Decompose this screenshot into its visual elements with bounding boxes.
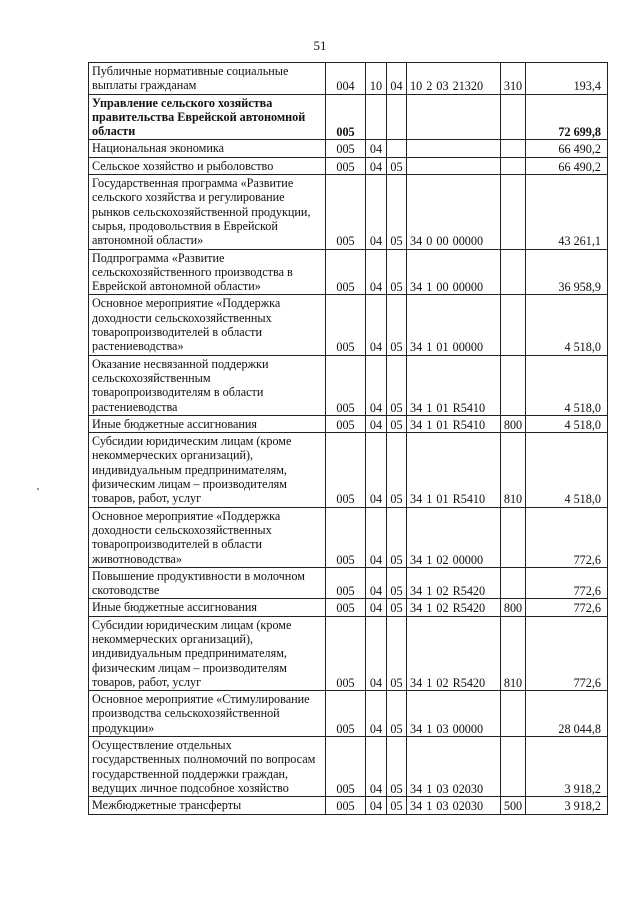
target-article-cell: 34 1 02 R5420 <box>407 599 501 616</box>
amount-cell: 43 261,1 <box>526 175 608 249</box>
amount-cell: 193,4 <box>526 63 608 95</box>
amount-cell: 3 918,2 <box>526 737 608 797</box>
expense-type-cell <box>501 355 526 415</box>
target-article-cell: 34 0 00 00000 <box>407 175 501 249</box>
table-row <box>89 295 608 355</box>
section-code-cell: 04 <box>366 797 387 814</box>
section-code-cell: 04 <box>366 295 387 355</box>
subsection-code-cell: 05 <box>387 616 407 690</box>
section-code-cell: 04 <box>366 175 387 249</box>
table-row <box>89 157 608 174</box>
amount-cell: 772,6 <box>526 599 608 616</box>
expense-type-cell <box>501 691 526 737</box>
target-article-cell: 34 1 00 00000 <box>407 249 501 295</box>
subsection-code-cell: 05 <box>387 355 407 415</box>
expense-type-cell: 810 <box>501 433 526 507</box>
row-name-cell: Субсидии юридическим лицам (кроме некоммерческих организаций), индивидуальным предпринимателям, физическим лицам – производителям товаров, работ, услуг <box>89 616 326 690</box>
row-name-cell: Иные бюджетные ассигнования <box>89 415 326 432</box>
section-code-cell: 04 <box>366 249 387 295</box>
expense-type-cell: 310 <box>501 63 526 95</box>
section-code-cell: 04 <box>366 157 387 174</box>
table-row <box>89 140 608 157</box>
subsection-code-cell: 05 <box>387 415 407 432</box>
row-name-cell: Иные бюджетные ассигнования <box>89 599 326 616</box>
section-code-cell: 04 <box>366 415 387 432</box>
subsection-code-cell: 05 <box>387 797 407 814</box>
ministry-code-cell: 005 <box>326 249 366 295</box>
section-code-cell: 04 <box>366 140 387 157</box>
expense-type-cell <box>501 157 526 174</box>
ministry-code-cell: 005 <box>326 175 366 249</box>
scan-speck <box>37 488 39 490</box>
ministry-code-cell: 005 <box>326 94 366 140</box>
subsection-code-cell: 04 <box>387 63 407 95</box>
row-name-cell: Осуществление отдельных государственных полномочий по вопросам государственной поддержки граждан, ведущих личное подсобное хозяйство <box>89 737 326 797</box>
subsection-code-cell: 05 <box>387 433 407 507</box>
target-article-cell <box>407 94 501 140</box>
table-row <box>89 249 608 295</box>
section-code-cell: 04 <box>366 433 387 507</box>
table-row <box>89 797 608 814</box>
table-row <box>89 737 608 797</box>
target-article-cell: 34 1 01 R5410 <box>407 355 501 415</box>
ministry-code-cell: 005 <box>326 737 366 797</box>
amount-cell: 4 518,0 <box>526 433 608 507</box>
ministry-code-cell: 005 <box>326 415 366 432</box>
expense-type-cell: 810 <box>501 616 526 690</box>
row-name-cell: Национальная экономика <box>89 140 326 157</box>
target-article-cell: 34 1 03 02030 <box>407 737 501 797</box>
table-row <box>89 433 608 507</box>
table-row <box>89 507 608 567</box>
amount-cell: 772,6 <box>526 616 608 690</box>
row-name-cell: Основное мероприятие «Стимулирование производства сельскохозяйственной продукции» <box>89 691 326 737</box>
ministry-code-cell: 005 <box>326 433 366 507</box>
subsection-code-cell: 05 <box>387 599 407 616</box>
table-row <box>89 567 608 599</box>
ministry-code-cell: 005 <box>326 355 366 415</box>
amount-cell: 772,6 <box>526 567 608 599</box>
table-row <box>89 599 608 616</box>
expense-type-cell: 800 <box>501 415 526 432</box>
amount-cell: 66 490,2 <box>526 157 608 174</box>
subsection-code-cell <box>387 140 407 157</box>
section-code-cell: 10 <box>366 63 387 95</box>
ministry-code-cell: 004 <box>326 63 366 95</box>
expense-type-cell <box>501 140 526 157</box>
target-article-cell: 34 1 01 00000 <box>407 295 501 355</box>
subsection-code-cell: 05 <box>387 157 407 174</box>
ministry-code-cell: 005 <box>326 157 366 174</box>
expense-type-cell <box>501 94 526 140</box>
amount-cell: 4 518,0 <box>526 355 608 415</box>
subsection-code-cell: 05 <box>387 737 407 797</box>
expense-type-cell <box>501 567 526 599</box>
amount-cell: 72 699,8 <box>526 94 608 140</box>
section-code-cell: 04 <box>366 737 387 797</box>
expense-type-cell <box>501 737 526 797</box>
table-row <box>89 616 608 690</box>
target-article-cell: 34 1 03 02030 <box>407 797 501 814</box>
amount-cell: 36 958,9 <box>526 249 608 295</box>
row-name-cell: Межбюджетные трансферты <box>89 797 326 814</box>
section-code-cell: 04 <box>366 355 387 415</box>
target-article-cell: 10 2 03 21320 <box>407 63 501 95</box>
ministry-code-cell: 005 <box>326 616 366 690</box>
amount-cell: 772,6 <box>526 507 608 567</box>
subsection-code-cell: 05 <box>387 295 407 355</box>
row-name-cell: Публичные нормативные социальные выплаты гражданам <box>89 63 326 95</box>
section-code-cell: 04 <box>366 691 387 737</box>
row-name-cell: Сельское хозяйство и рыболовство <box>89 157 326 174</box>
row-name-cell: Подпрограмма «Развитие сельскохозяйственного производства в Еврейской автономной области» <box>89 249 326 295</box>
page-number: 51 <box>313 38 327 53</box>
section-code-cell: 04 <box>366 616 387 690</box>
target-article-cell: 34 1 03 00000 <box>407 691 501 737</box>
table-row <box>89 63 608 95</box>
target-article-cell: 34 1 02 R5420 <box>407 616 501 690</box>
row-name-cell: Повышение продуктивности в молочном скотоводстве <box>89 567 326 599</box>
ministry-code-cell: 005 <box>326 507 366 567</box>
row-name-cell: Основное мероприятие «Поддержка доходности сельскохозяйственных товаропроизводителей в области животноводства» <box>89 507 326 567</box>
amount-cell: 66 490,2 <box>526 140 608 157</box>
subsection-code-cell: 05 <box>387 249 407 295</box>
target-article-cell: 34 1 01 R5410 <box>407 433 501 507</box>
ministry-code-cell: 005 <box>326 599 366 616</box>
table-row <box>89 355 608 415</box>
budget-table <box>88 62 608 815</box>
subsection-code-cell: 05 <box>387 507 407 567</box>
expense-type-cell: 800 <box>501 599 526 616</box>
amount-cell: 28 044,8 <box>526 691 608 737</box>
row-name-cell: Управление сельского хозяйства правительства Еврейской автономной области <box>89 94 326 140</box>
target-article-cell: 34 1 01 R5410 <box>407 415 501 432</box>
table-row <box>89 94 608 140</box>
expense-type-cell <box>501 249 526 295</box>
amount-cell: 3 918,2 <box>526 797 608 814</box>
row-name-cell: Оказание несвязанной поддержки сельскохозяйственным товаропроизводителям в области растениеводства <box>89 355 326 415</box>
subsection-code-cell: 05 <box>387 175 407 249</box>
target-article-cell <box>407 157 501 174</box>
table-row <box>89 415 608 432</box>
expense-type-cell <box>501 507 526 567</box>
target-article-cell <box>407 140 501 157</box>
row-name-cell: Субсидии юридическим лицам (кроме некоммерческих организаций), индивидуальным предпринимателям, физическим лицам – производителям товаров, работ, услуг <box>89 433 326 507</box>
subsection-code-cell: 05 <box>387 691 407 737</box>
table-body <box>89 63 608 815</box>
row-name-cell: Государственная программа «Развитие сельского хозяйства и регулирование рынков сельскохозяйственной продукции, сырья, продовольствия в Еврейской автономной области» <box>89 175 326 249</box>
amount-cell: 4 518,0 <box>526 415 608 432</box>
ministry-code-cell: 005 <box>326 567 366 599</box>
table-row <box>89 691 608 737</box>
ministry-code-cell: 005 <box>326 691 366 737</box>
row-name-cell: Основное мероприятие «Поддержка доходности сельскохозяйственных товаропроизводителей в области растениеводства» <box>89 295 326 355</box>
expense-type-cell <box>501 175 526 249</box>
expense-type-cell <box>501 295 526 355</box>
ministry-code-cell: 005 <box>326 140 366 157</box>
ministry-code-cell: 005 <box>326 295 366 355</box>
amount-cell: 4 518,0 <box>526 295 608 355</box>
section-code-cell: 04 <box>366 567 387 599</box>
table-row <box>89 175 608 249</box>
section-code-cell: 04 <box>366 507 387 567</box>
subsection-code-cell: 05 <box>387 567 407 599</box>
subsection-code-cell <box>387 94 407 140</box>
section-code-cell: 04 <box>366 599 387 616</box>
section-code-cell <box>366 94 387 140</box>
target-article-cell: 34 1 02 00000 <box>407 507 501 567</box>
expense-type-cell: 500 <box>501 797 526 814</box>
target-article-cell: 34 1 02 R5420 <box>407 567 501 599</box>
ministry-code-cell: 005 <box>326 797 366 814</box>
